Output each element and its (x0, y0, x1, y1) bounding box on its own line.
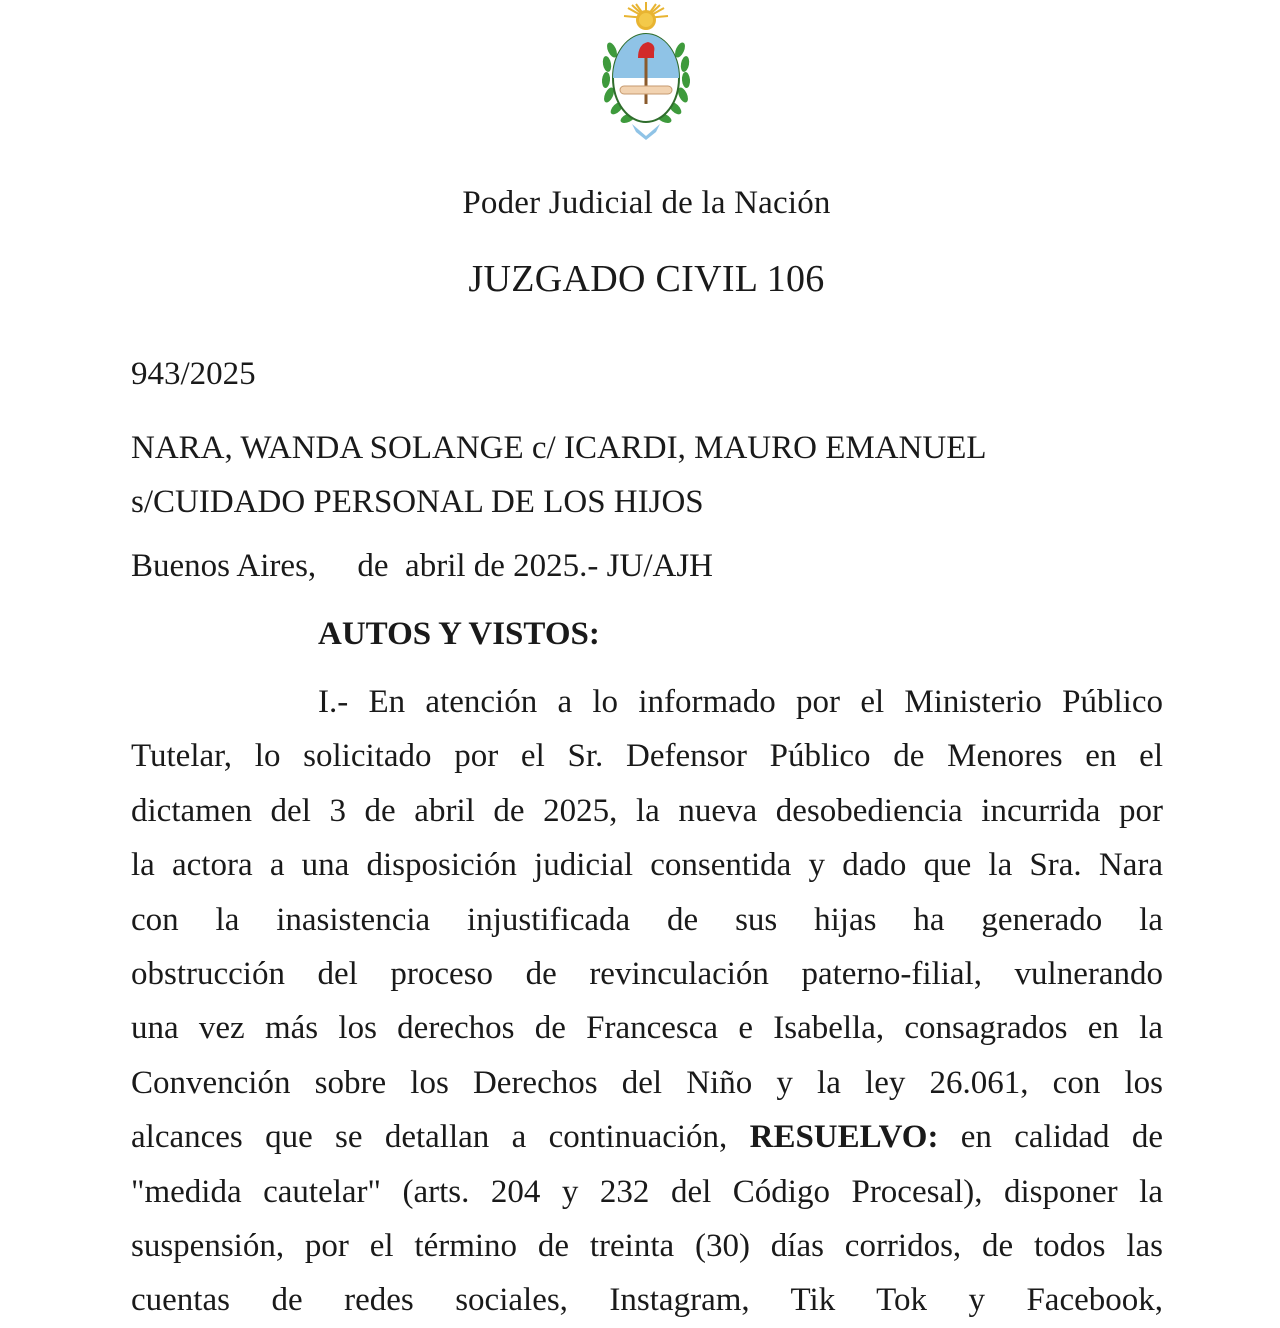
paragraph-line-resolvelo (131, 1110, 1163, 1164)
paragraph-line: Tutelar, lo solicitado por el Sr. Defensor Público de Menores en el (131, 738, 1163, 775)
paragraph-line: dictamen del 3 de abril de 2025, la nueva desobediencia incurrida por (131, 792, 1163, 829)
paragraph-line: Convención sobre los Derechos del Niño y la ley 26.061, con los (131, 1064, 1163, 1101)
paragraph-line: una vez más los derechos de Francesca e Isabella, consagrados en la (131, 1010, 1163, 1047)
paragraph-line: obstrucción del proceso de revinculación paterno-filial, vulnerando (131, 955, 1163, 992)
section-title: AUTOS Y VISTOS: (318, 616, 600, 652)
paragraph-line: "medida cautelar" (arts. 204 y 232 del Código Procesal), disponer la (131, 1173, 1163, 1210)
body-paragraph (131, 675, 1163, 1328)
court-heading: JUZGADO CIVIL 106 (468, 258, 825, 300)
paragraph-line: I.- En atención a lo informado por el Ministerio Público (318, 684, 1163, 720)
line-text: alcances que se detallan a continuación, (131, 1119, 750, 1156)
paragraph-line: con la inasistencia injustificada de sus hijas ha generado la (131, 901, 1163, 938)
case-title-line: s/CUIDADO PERSONAL DE LOS HIJOS (131, 484, 704, 520)
resuelvo-keyword: RESUELVO: (749, 1119, 939, 1156)
line-text: en calidad de (938, 1119, 1164, 1156)
paragraph-line: la actora a una disposición judicial consentida y dado que la Sra. Nara (131, 847, 1163, 884)
paragraph-line: suspensión, por el término de treinta (30) días corridos, de todos las (131, 1227, 1163, 1264)
paragraph-line: cuentas de redes sociales, Instagram, Tik Tok y Facebook, (131, 1282, 1163, 1319)
case-title (131, 421, 1171, 529)
case-number: 943/2025 (131, 356, 256, 392)
coat-of-arms-argentina-icon (598, 0, 694, 142)
case-title-line: NARA, WANDA SOLANGE c/ ICARDI, MAURO EMANUEL (131, 430, 987, 466)
dateline: Buenos Aires, de abril de 2025.- JU/AJH (131, 548, 714, 584)
institution-heading: Poder Judicial de la Nación (462, 185, 831, 221)
